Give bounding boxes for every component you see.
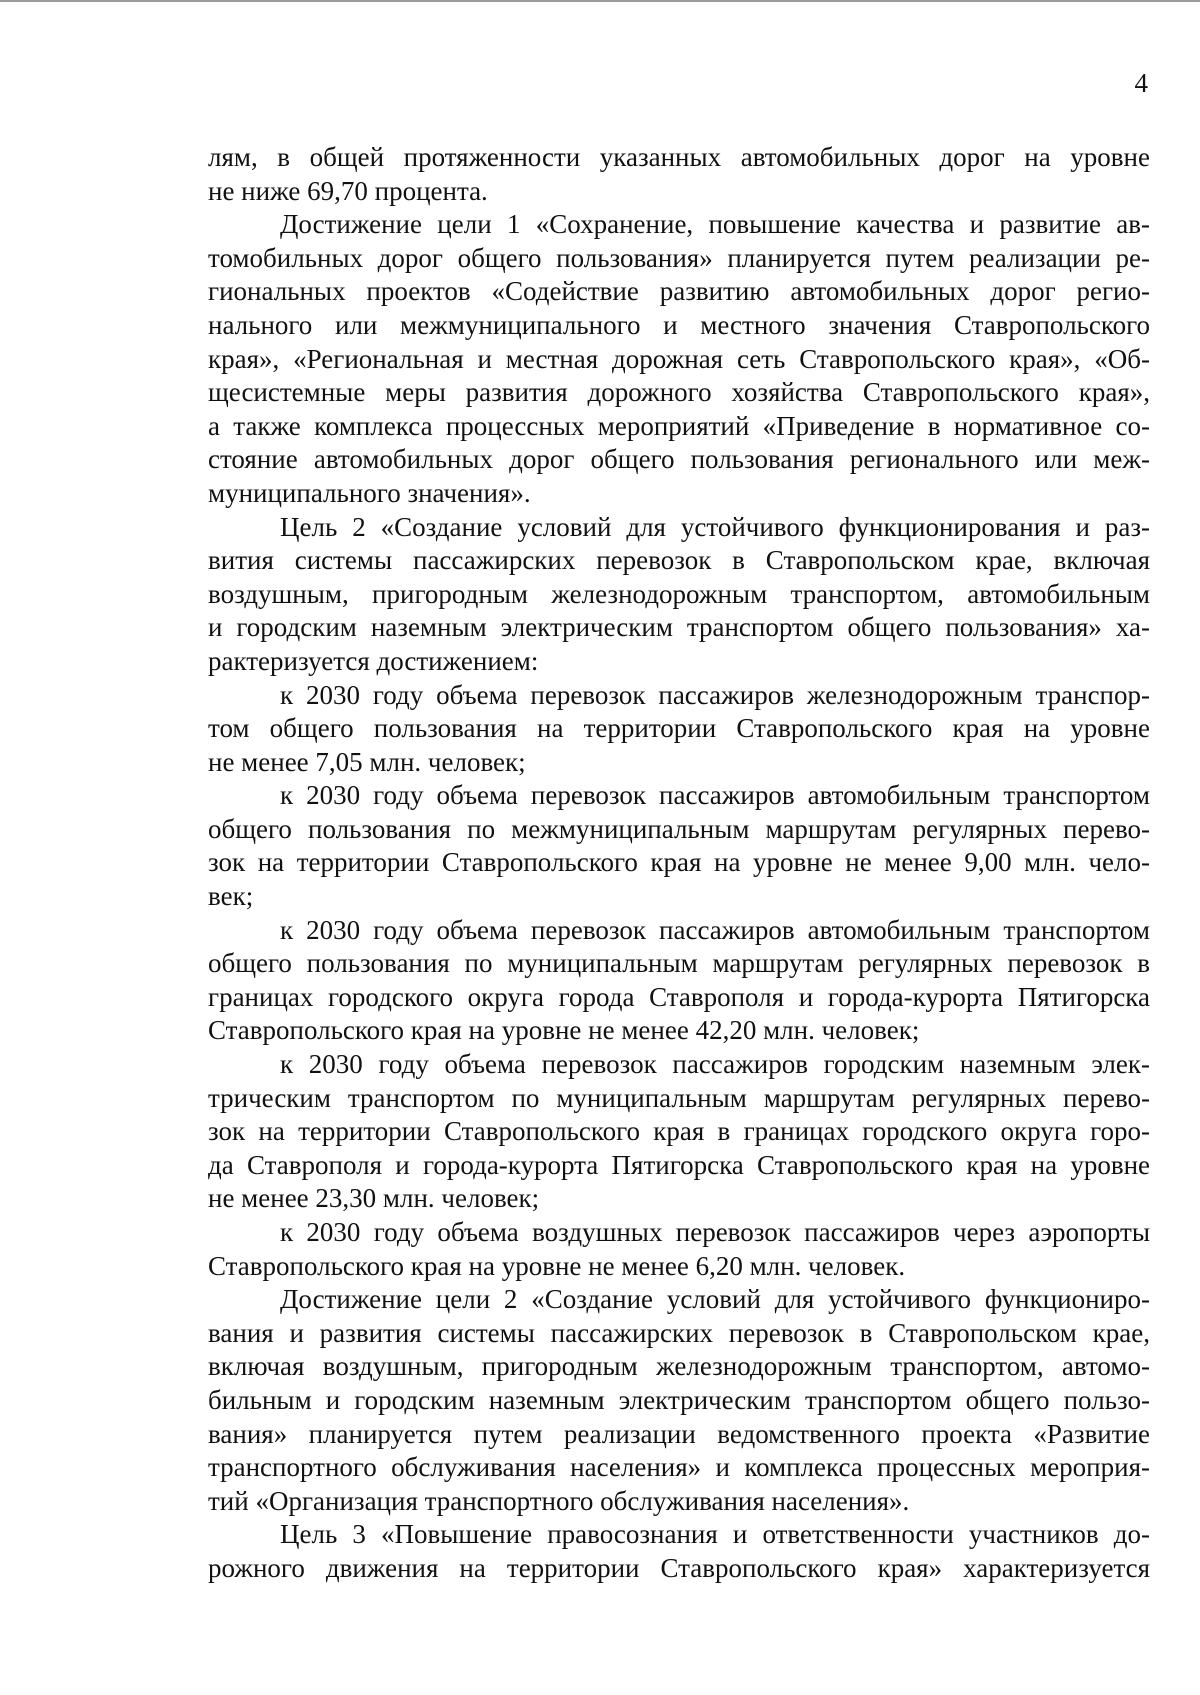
page-number: 4 xyxy=(1134,68,1148,98)
body-line: Достижение цели 2 «Создание условий для устойчивого функциониро- xyxy=(280,1284,1150,1315)
body-line: да Ставрополя и города-курорта Пятигорска Ставропольского края на уровне xyxy=(208,1149,1150,1180)
body-line: Ставропольского края на уровне не менее 6,20 млн. человек. xyxy=(208,1250,906,1281)
body-line: рожного движения на территории Ставропольского края» характеризуется xyxy=(208,1552,1150,1583)
body-line: не менее 23,30 млн. человек; xyxy=(208,1183,540,1214)
body-line: границах городского округа города Ставрополя и города-курорта Пятигорска xyxy=(208,981,1150,1012)
body-line: к 2030 году объема перевозок пассажиров железнодорожным транспор- xyxy=(280,679,1150,710)
body-line: гиональных проектов «Содействие развитию автомобильных дорог регио- xyxy=(208,276,1150,307)
body-line: щесистемные меры развития дорожного хозяйства Ставропольского края», xyxy=(208,377,1150,408)
body-line: томобильных дорог общего пользования» планируется путем реализации ре- xyxy=(208,242,1150,273)
body-line: к 2030 году объема перевозок пассажиров автомобильным транспортом xyxy=(280,780,1150,811)
body-line: тий «Организация транспортного обслуживания населения». xyxy=(208,1485,910,1516)
body-line: транспортного обслуживания населения» и комплекса процессных мероприя- xyxy=(208,1452,1150,1483)
body-line: зок на территории Ставропольского края в границах городского округа горо- xyxy=(208,1116,1150,1147)
body-line: вания» планируется путем реализации ведомственного проекта «Развитие xyxy=(208,1418,1150,1449)
body-line: не ниже 69,70 процента. xyxy=(208,175,488,206)
scan-top-edge xyxy=(0,0,1200,2)
body-line: общего пользования по межмуниципальным маршрутам регулярных перево- xyxy=(208,813,1150,844)
body-line: трическим транспортом по муниципальным маршрутам регулярных перево- xyxy=(208,1082,1150,1113)
body-line: том общего пользования на территории Ставропольского края на уровне xyxy=(208,713,1150,744)
body-line: век; xyxy=(208,881,254,912)
body-line: не менее 7,05 млн. человек; xyxy=(208,746,526,777)
body-line: включая воздушным, пригородным железнодорожным транспортом, автомо- xyxy=(208,1351,1150,1382)
body-line: рактеризуется достижением: xyxy=(208,645,539,676)
body-line: а также комплекса процессных мероприятий «Приведение в нормативное со- xyxy=(208,410,1150,441)
body-line: Цель 3 «Повышение правосознания и ответственности участников до- xyxy=(280,1519,1150,1550)
body-line: зок на территории Ставропольского края на уровне не менее 9,00 млн. чело- xyxy=(208,847,1150,878)
body-line: общего пользования по муниципальным маршрутам регулярных перевозок в xyxy=(208,948,1150,979)
body-line: бильным и городским наземным электрическим транспортом общего пользо- xyxy=(208,1384,1150,1415)
body-line: лям, в общей протяженности указанных автомобильных дорог на уровне xyxy=(208,142,1150,172)
body-line: Ставропольского края на уровне не менее 42,20 млн. человек; xyxy=(208,1015,920,1046)
body-line: к 2030 году объема перевозок пассажиров городским наземным элек- xyxy=(280,1049,1150,1080)
body-line: к 2030 году объема перевозок пассажиров автомобильным транспортом xyxy=(280,914,1150,945)
body-line: к 2030 году объема воздушных перевозок пассажиров через аэропорты xyxy=(280,1217,1150,1247)
body-line: нального или межмуниципального и местного значения Ставропольского xyxy=(208,309,1150,340)
body-line: воздушным, пригородным железнодорожным транспортом, автомобильным xyxy=(208,578,1150,609)
body-line: Цель 2 «Создание условий для устойчивого функционирования и раз- xyxy=(280,511,1150,542)
body-line: и городским наземным электрическим транспортом общего пользования» ха- xyxy=(208,612,1150,643)
document-body xyxy=(208,141,1150,1586)
body-line: Достижение цели 1 «Сохранение, повышение качества и развитие ав- xyxy=(280,209,1150,240)
body-line: муниципального значения». xyxy=(208,477,531,508)
body-line: вития системы пассажирских перевозок в Ставропольском крае, включая xyxy=(208,545,1150,576)
body-line: вания и развития системы пассажирских перевозок в Ставропольском крае, xyxy=(208,1317,1150,1348)
body-line: стояние автомобильных дорог общего пользования регионального или меж- xyxy=(208,444,1150,475)
body-line: края», «Региональная и местная дорожная сеть Ставропольского края», «Об- xyxy=(208,343,1150,374)
